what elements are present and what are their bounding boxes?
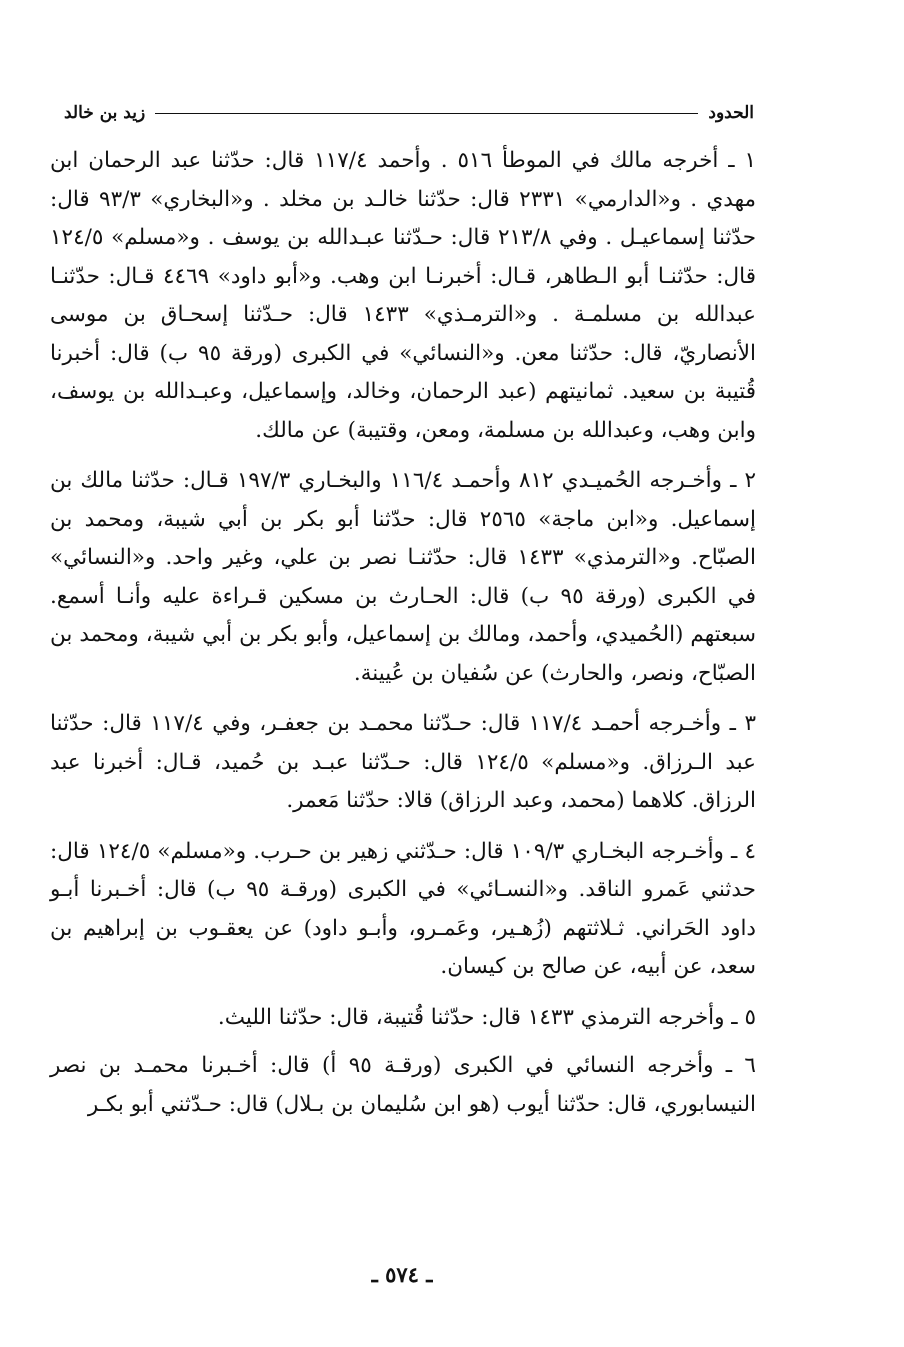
header-rule [155,113,698,114]
footnote-4: ٤ ـ وأخـرجه البخـاري ١٠٩/٣ قال: حـدّثني زهير بن حـرب. و«مسلم» ١٢٤/٥ قال: حدثني عَمرو الناقد. و«النسـائي» في الكبرى (ورقـة ٩٥ ب) قال: أخـبرنا أبـو داود الحَراني. ثـلاثتهم (زُهـير، وعَمـرو، وأبـو داود) عن يعقـوب بن إبراهيم بن سعد، عن أبيه، عن صالح بن كيسان. [50,838,757,979]
footnote-2: ٢ ـ وأخـرجه الحُميـدي ٨١٢ وأحمـد ١١٦/٤ والبخـاري ١٩٧/٣ قـال: حدّثنا مالك بن إسماعيل. و«ابن ماجة» ٢٥٦٥ قال: حدّثنا أبو بكر بن أبي شيبة، ومحمد بن الصبّاح. و«الترمذي» ١٤٣٣ قال: حدّثنـا نصر بن علي، وغير واحد. و«النسائي» في الكبرى (ورقة ٩٥ ب) قال: الحـارث بن مسكين قـراءة عليه وأنـا أسمع. سبعتهم (الحُميدي، وأحمد، ومالك بن إسماعيل، وأبو بكر بن أبي شيبة، ومحمد بن الصبّاح، ونصر، والحارث) عن سُفيان بن عُيينة. [50,468,756,686]
footnotes-body [50,142,756,1136]
chapter-title: زيد بن خالد [64,103,146,123]
footnote-3: ٣ ـ وأخـرجه أحمـد ١١٧/٤ قال: حـدّثنا محمـد بن جعفـر، وفي ١١٧/٤ قال: حدّثنا عبد الـرزاق. و«مسلم» ١٢٤/٥ قال: حـدّثنا عبـد بن حُميد، قـال: أخبرنا عبد الرزاق. كلاهما (محمد، وعبد الرزاق) قالا: حدّثنا مَعمر. [50,711,756,813]
footnote-6: ٦ ـ وأخرجه النسائي في الكبرى (ورقـة ٩٥ أ) قال: أخـبرنا محمـد بن نصر النيسابوري، قال: حدّثنا أيوب (هو ابن سُليمان بن بـلال) قال: حـدّثني أبو بكـر [50,1053,756,1117]
page-number: ـ ٥٧٤ ـ [371,1262,433,1287]
footnote-1: ١ ـ أخرجه مالك في الموطأ ٥١٦ . وأحمد ١١٧/٤ قال: حدّثنا عبد الرحمان ابن مهدي . و«الدارمي» ٢٣٣١ قال: حدّثنا خالـد بن مخلد . و«البخاري» ٩٣/٣ قال: حدّثنا إسماعيـل . وفي ٢١٣/٨ قال: حـدّثنا عبـدالله بن يوسف . و«مسلم» ١٢٤/٥ قال: حدّثنـا أبو الـطاهر، قـال: أخبرنـا ابن وهب. و«أبو داود» ٤٤٦٩ قـال: حدّثنـا عبدالله بن مسلمـة . و«الترمـذي» ١٤٣٣ قال: حـدّثنا إسحـاق بن موسى الأنصاريّ، قال: حدّثنا معن. و«النسائي» في الكبرى (ورقة ٩٥ ب) قال: أخبرنا قُتيبة بن سعيد. ثمانيتهم (عبد الرحمان، وخالد، وإسماعيل، وعبـدالله بن يوسف، وابن وهب، وعبدالله بن مسلمة، ومعن، وقتيبة) عن مالك. [50,148,757,443]
section-title: الحدود [708,103,754,123]
footnote-5: ٥ ـ وأخرجه الترمذي ١٤٣٣ قال: حدّثنا قُتيبة، قال: حدّثنا الليث. [217,1004,756,1030]
running-header [64,98,754,128]
